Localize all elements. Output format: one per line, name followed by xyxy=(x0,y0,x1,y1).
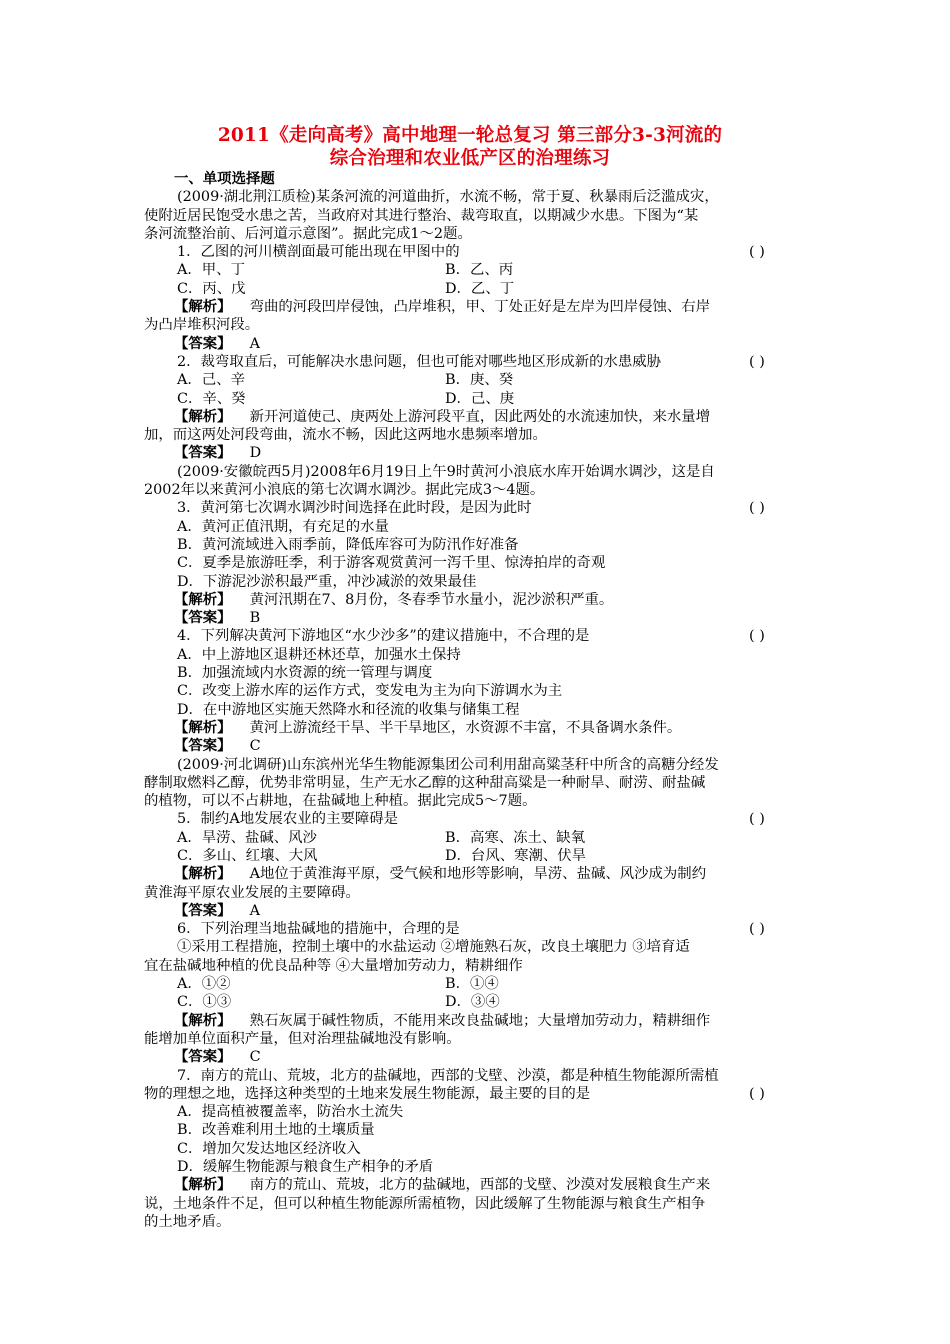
explanation-text: A地位于黄淮海平原，受气候和地形等影响，旱涝、盐碱、风沙成为制约 xyxy=(249,866,707,883)
answer-blank: ( ) xyxy=(749,921,765,938)
intro-paragraph: 条河流整治前、后河道示意图”。据此完成1～2题。 xyxy=(144,225,472,242)
explanation-text: 黄河汛期在7、8月份，冬春季节水量小，泥沙淤积严重。 xyxy=(249,591,614,608)
answer-tag: 【答案】 xyxy=(174,444,232,462)
explanation xyxy=(144,1176,806,1194)
option-b: B．乙、丙 xyxy=(445,262,514,279)
explanation-tag: 【解析】 xyxy=(174,865,232,883)
option-c: C．夏季是旅游旺季，利于游客观赏黄河一泻千里、惊涛拍岸的奇观 xyxy=(177,555,606,572)
option-b: B．①④ xyxy=(445,976,499,993)
explanation-text: 加，而这两处河段弯曲，流水不畅，因此这两地水患频率增加。 xyxy=(144,427,547,444)
explanation-tag: 【解析】 xyxy=(174,1176,232,1194)
question-stem xyxy=(144,499,806,517)
answer-tag: 【答案】 xyxy=(174,1048,232,1066)
explanation-tag: 【解析】 xyxy=(174,718,232,736)
question-stem xyxy=(144,1085,806,1103)
explanation-text: 说，土地条件不足，但可以种植生物能源所需植物，因此缓解了生物能源与粮食生产相争 xyxy=(144,1195,706,1212)
answer-tag: 【答案】 xyxy=(174,737,232,755)
answer-blank: ( ) xyxy=(749,244,765,261)
intro-paragraph: (2009·安徽皖西5月)2008年6月19日上午9时黄河小浪底水库开始调水调沙，这是自 xyxy=(177,463,715,480)
intro-paragraph: 使附近居民饱受水患之苦，当政府对其进行整治、裁弯取直，以期减少水患。下图为“某 xyxy=(144,207,699,224)
answer-tag: 【答案】 xyxy=(174,334,232,352)
answer-value: D xyxy=(249,445,262,462)
answer xyxy=(144,609,806,627)
explanation xyxy=(144,591,806,609)
answer-tag: 【答案】 xyxy=(174,901,232,919)
intro-paragraph: 酵制取燃料乙醇，优势非常明显，生产无水乙醇的这种甜高粱是一种耐旱、耐涝、耐盐碱 xyxy=(144,774,706,791)
answer-blank: ( ) xyxy=(749,500,765,517)
explanation-text: 弯曲的河段凹岸侵蚀，凸岸堆积，甲、丁处正好是左岸为凹岸侵蚀、右岸 xyxy=(249,299,711,316)
answer-blank: ( ) xyxy=(749,811,765,828)
question-text: 3．黄河第七次调水调沙时间选择在此时段，是因为此时 xyxy=(177,500,532,517)
option-a: A．己、辛 xyxy=(177,372,245,389)
option-row xyxy=(144,993,806,1011)
explanation xyxy=(144,719,806,737)
option-row xyxy=(144,975,806,993)
explanation xyxy=(144,865,806,883)
option-row xyxy=(144,280,806,298)
option-row xyxy=(144,261,806,279)
question-text: 4．下列解决黄河下游地区“水少沙多”的建议措施中，不合理的是 xyxy=(177,628,590,645)
explanation-text: 能增加单位面积产量，但对治理盐碱地没有影响。 xyxy=(144,1030,461,1047)
question-stem: 7．南方的荒山、荒坡，北方的盐碱地，西部的戈壁、沙漠，都是种植生物能源所需植 xyxy=(177,1067,719,1084)
answer xyxy=(144,1048,806,1066)
option-d: D．台风、寒潮、伏旱 xyxy=(445,847,587,864)
section-heading: 一、单项选择题 xyxy=(174,170,275,187)
option-b: B．高寒、冻土、缺氧 xyxy=(445,829,586,846)
question-text: 5．制约A地发展农业的主要障碍是 xyxy=(177,811,399,828)
page-title xyxy=(120,124,820,170)
question-stem xyxy=(144,810,806,828)
answer-value: A xyxy=(249,902,260,919)
question-stem xyxy=(144,920,806,938)
title-line-1: 2011《走向高考》高中地理一轮总复习 第三部分3-3河流的 xyxy=(217,125,723,146)
answer-tag: 【答案】 xyxy=(174,609,232,627)
option-c: C．多山、红壤、大风 xyxy=(177,847,318,864)
question-text: 6．下列治理当地盐碱地的措施中，合理的是 xyxy=(177,921,460,938)
option-a: A．旱涝、盐碱、风沙 xyxy=(177,829,317,846)
answer xyxy=(144,444,806,462)
option-row xyxy=(144,371,806,389)
option-a: A．①② xyxy=(177,976,231,993)
option-c: C．丙、戊 xyxy=(177,280,246,297)
explanation xyxy=(144,298,806,316)
sub-options: ①采用工程措施，控制土壤中的水盐运动 ②增施熟石灰，改良土壤肥力 ③培育适 xyxy=(177,939,690,956)
answer-blank: ( ) xyxy=(749,353,765,370)
explanation-tag: 【解析】 xyxy=(174,407,232,425)
explanation-text: 黄淮海平原农业发展的主要障碍。 xyxy=(144,884,360,901)
option-c: C．①③ xyxy=(177,994,232,1011)
option-a: A．中上游地区退耕还林还草，加强水土保持 xyxy=(177,646,461,663)
question-stem xyxy=(144,627,806,645)
intro-paragraph: (2009·湖北荆江质检)某条河流的河道曲折，水流不畅，常于夏、秋暴雨后泛滥成灾， xyxy=(177,189,719,206)
explanation xyxy=(144,408,806,426)
explanation-text: 新开河道使己、庚两处上游河段平直，因此两处的水流速加快，来水量增 xyxy=(249,408,711,425)
document-body xyxy=(144,170,806,1231)
intro-paragraph: 的植物，可以不占耕地，在盐碱地上种植。据此完成5～7题。 xyxy=(144,793,537,810)
question-stem xyxy=(144,353,806,371)
option-b: B．改善难利用土地的土壤质量 xyxy=(177,1122,375,1139)
intro-paragraph: (2009·河北调研)山东滨州光华生物能源集团公司利用甜高粱茎秆中所含的高糖分经发 xyxy=(177,756,719,773)
option-c: C．增加欠发达地区经济收入 xyxy=(177,1140,361,1157)
option-b: B．黄河流域进入雨季前，降低库容可为防汛作好准备 xyxy=(177,536,519,553)
explanation-text: 为凸岸堆积河段。 xyxy=(144,317,260,334)
explanation-text: 的土地矛盾。 xyxy=(144,1213,231,1230)
answer-value: C xyxy=(249,1049,261,1066)
answer-value: C xyxy=(249,738,261,755)
answer xyxy=(144,335,806,353)
explanation-tag: 【解析】 xyxy=(174,1011,232,1029)
option-b: B．加强流域内水资源的统一管理与调度 xyxy=(177,665,433,682)
option-d: D．缓解生物能源与粮食生产相争的矛盾 xyxy=(177,1159,434,1176)
question-stem xyxy=(144,243,806,261)
option-row xyxy=(144,847,806,865)
answer xyxy=(144,737,806,755)
answer-value: B xyxy=(249,610,261,627)
option-d: D．③④ xyxy=(445,994,500,1011)
option-row xyxy=(144,390,806,408)
explanation-text: 熟石灰属于碱性物质，不能用来改良盐碱地；大量增加劳动力，精耕细作 xyxy=(249,1012,711,1029)
sub-options: 宜在盐碱地种植的优良品种等 ④大量增加劳动力，精耕细作 xyxy=(144,957,523,974)
intro-paragraph: 2002年以来黄河小浪底的第七次调水调沙。据此完成3～4题。 xyxy=(144,482,545,499)
question-text: 物的理想之地，选择这种类型的土地来发展生物能源，最主要的目的是 xyxy=(144,1085,591,1102)
option-a: A．甲、丁 xyxy=(177,262,245,279)
question-text: 2．裁弯取直后，可能解决水患问题，但也可能对哪些地区形成新的水患威胁 xyxy=(177,353,662,370)
option-d: D．己、庚 xyxy=(445,390,515,407)
answer-value: A xyxy=(249,335,260,352)
option-d: D．乙、丁 xyxy=(445,280,515,297)
question-text: 1．乙图的河川横剖面最可能出现在甲图中的 xyxy=(177,244,460,261)
explanation-tag: 【解析】 xyxy=(174,298,232,316)
option-d: D．在中游地区实施天然降水和径流的收集与储集工程 xyxy=(177,701,520,718)
explanation-text: 南方的荒山、荒坡，北方的盐碱地，西部的戈壁、沙漠对发展粮食生产来 xyxy=(249,1177,711,1194)
answer xyxy=(144,902,806,920)
explanation xyxy=(144,1012,806,1030)
option-a: A．黄河正值汛期，有充足的水量 xyxy=(177,518,389,535)
explanation-text: 黄河上游流经干旱、半干旱地区，水资源不丰富，不具备调水条件。 xyxy=(249,719,682,736)
answer-blank: ( ) xyxy=(749,628,765,645)
option-d: D．下游泥沙淤积最严重，冲沙减淤的效果最佳 xyxy=(177,573,477,590)
option-b: B．庚、癸 xyxy=(445,372,514,389)
option-c: C．辛、癸 xyxy=(177,390,246,407)
answer-blank: ( ) xyxy=(749,1085,765,1102)
option-row xyxy=(144,829,806,847)
title-line-2: 综合治理和农业低产区的治理练习 xyxy=(329,148,611,169)
option-c: C．改变上游水库的运作方式，变发电为主为向下游调水为主 xyxy=(177,683,563,700)
explanation-tag: 【解析】 xyxy=(174,590,232,608)
option-a: A．提高植被覆盖率，防治水土流失 xyxy=(177,1104,404,1121)
